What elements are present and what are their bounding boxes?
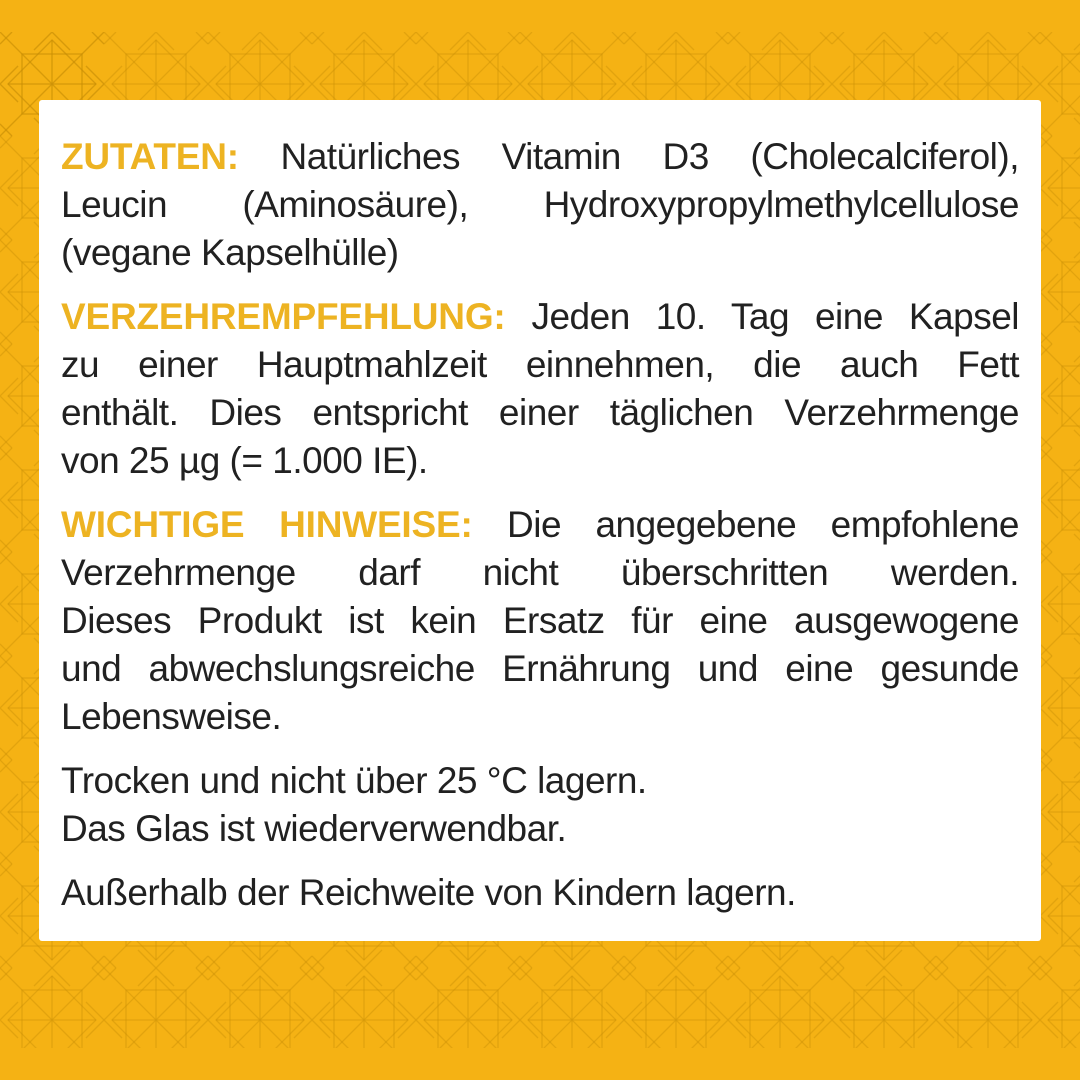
section-heading: WICHTIGE HINWEISE: [61,504,473,545]
text-line: (vegane Kapselhülle) [61,232,399,273]
text-line: enthält. Dies entspricht einer täglichen Verzehrmenge [61,392,1019,433]
text-line: und abwechslungsreiche Ernährung und eine gesunde [61,648,1019,689]
text-line: von 25 µg (= 1.000 IE). [61,440,428,481]
label-paragraph [61,757,1019,853]
text-line: Dieses Produkt ist kein Ersatz für eine ausgewogene [61,600,1019,641]
text-line: Das Glas ist wiederverwendbar. [61,808,567,849]
section-heading: ZUTATEN: [61,136,239,177]
text-line: Außerhalb der Reichweite von Kindern lagern. [61,872,796,913]
text-line: ZUTATEN: Natürliches Vitamin D3 (Cholecalciferol), [61,136,1019,177]
label-card [39,100,1041,941]
text-line: Trocken und nicht über 25 °C lagern. [61,760,647,801]
label-paragraph [61,293,1019,485]
text-line: Verzehrmenge darf nicht überschritten werden. [61,552,1019,593]
label-paragraph [61,501,1019,741]
text-line: VERZEHREMPFEHLUNG: Jeden 10. Tag eine Kapsel [61,296,1019,337]
text-line: Leucin (Aminosäure), Hydroxypropylmethylcellulose [61,184,1019,225]
label-paragraph [61,133,1019,277]
text-line: Lebensweise. [61,696,282,737]
label-paragraph [61,869,1019,917]
label-text-block [61,133,1019,917]
text-line: zu einer Hauptmahlzeit einnehmen, die auch Fett [61,344,1019,385]
text-line: WICHTIGE HINWEISE: Die angegebene empfohlene [61,504,1020,545]
section-heading: VERZEHREMPFEHLUNG: [61,296,506,337]
